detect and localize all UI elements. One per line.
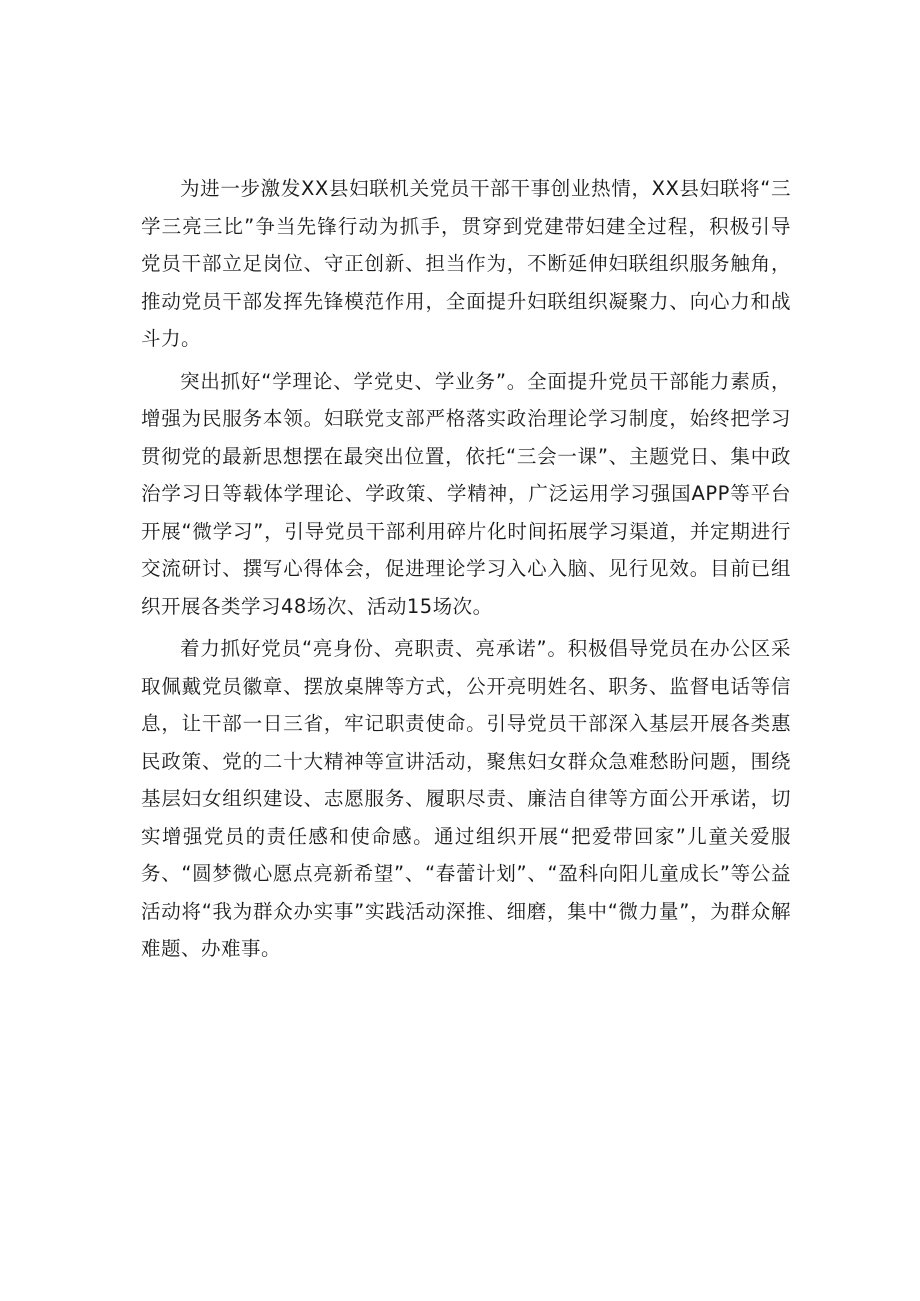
paragraph-study: 突出抓好“学理论、学党史、学业务”。全面提升党员干部能力素质，增强为民服务本领。妇联党支部严格落实政治理论学习制度，始终把学习贯彻党的最新思想摆在最突出位置，依托“三会一课”、主题党日、集中政治学习日等载体学理论、学政策、学精神，广泛运用学习强国APP等平台开展“微学习”，引导党员干部利用碎片化时间拓展学习渠道，并定期进行交流研讨、撰写心得体会，促进理论学习入心入脑、见行见效。目前已组织开展各类学习48场次、活动15场次。 bbox=[141, 369, 791, 618]
paragraph-intro: 为进一步激发XX县妇联机关党员干部干事创业热情，XX县妇联将“三学三亮三比”争当先锋行动为抓手，贯穿到党建带妇建全过程，积极引导党员干部立足岗位、守正创新、担当作为，不断延伸妇联组织服务触角，推动党员干部发挥先锋模范作用，全面提升妇联组织凝聚力、向心力和战斗力。 bbox=[141, 177, 791, 350]
paragraph-commitment: 着力抓好党员“亮身份、亮职责、亮承诺”。积极倡导党员在办公区采取佩戴党员徽章、摆放桌牌等方式，公开亮明姓名、职务、监督电话等信息，让干部一日三省，牢记职责使命。引导党员干部深入基层开展各类惠民政策、党的二十大精神等宣讲活动，聚焦妇女群众急难愁盼问题，围绕基层妇女组织建设、志愿服务、履职尽责、廉洁自律等方面公开承诺，切实增强党员的责任感和使命感。通过组织开展“把爱带回家”儿童关爱服务、“圆梦微心愿点亮新希望”、“春蕾计划”、“盈科向阳儿童成长”等公益活动将“我为群众办实事”实践活动深推、细磨，集中“微力量”，为群众解难题、办难事。 bbox=[141, 637, 791, 960]
document-body bbox=[141, 170, 791, 973]
